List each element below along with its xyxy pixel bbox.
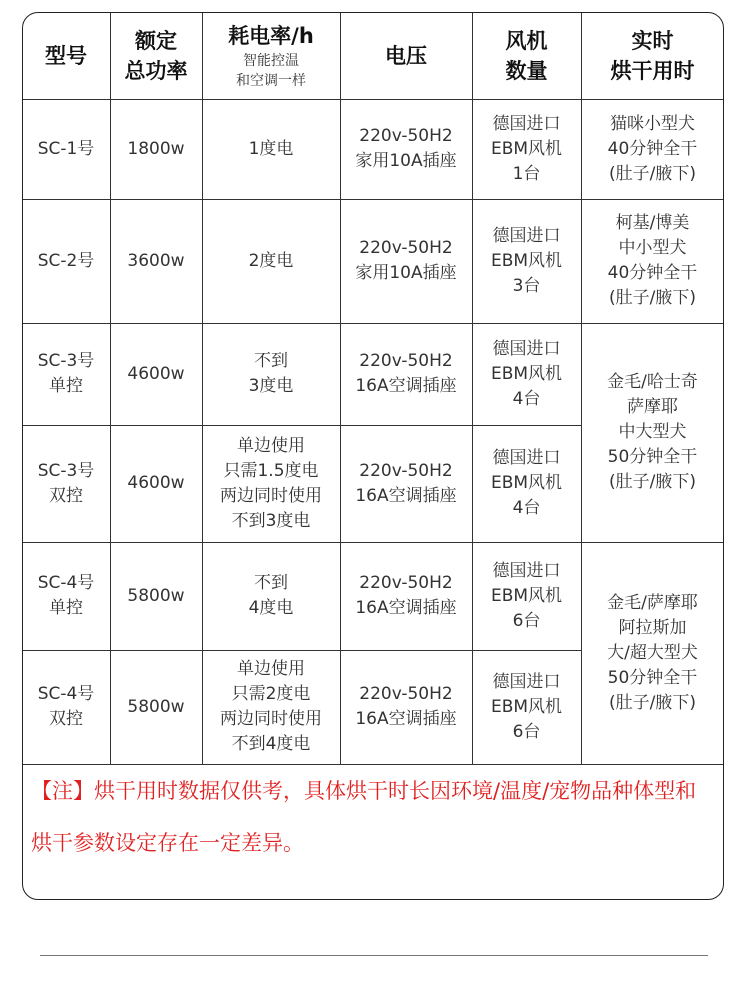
- model-cell: SC-3号 双控: [22, 425, 110, 542]
- fan-cell: 德国进口 EBM风机 3台: [472, 199, 581, 323]
- header-row: [22, 12, 724, 99]
- table-row: [22, 99, 724, 199]
- voltage-cell: 220v-50H2 16A空调插座: [340, 425, 472, 542]
- voltage-cell: 220v-50H2 16A空调插座: [340, 650, 472, 764]
- voltage-cell: 220v-50H2 家用10A插座: [340, 99, 472, 199]
- spec-table-frame: [22, 12, 724, 900]
- drying-time-note: 【注】烘干用时数据仅供考，具体烘干时长因环境/温度/宠物品种体型和烘干参数设定存在一定差异。: [31, 779, 697, 855]
- power-cell: 5800w: [110, 650, 202, 764]
- consumption-cell: 不到 3度电: [202, 323, 340, 425]
- model-cell: SC-4号 单控: [22, 542, 110, 650]
- header-fan: 风机 数量: [472, 12, 581, 99]
- consumption-cell: 单边使用 只需2度电 两边同时使用 不到4度电: [202, 650, 340, 764]
- table-row: [22, 542, 724, 650]
- spec-table: [22, 12, 724, 765]
- drytime-cell: 柯基/博美 中小型犬 40分钟全干 (肚子/腋下): [581, 199, 724, 323]
- fan-cell: 德国进口 EBM风机 6台: [472, 650, 581, 764]
- power-cell: 4600w: [110, 425, 202, 542]
- fan-cell: 德国进口 EBM风机 6台: [472, 542, 581, 650]
- voltage-cell: 220v-50H2 16A空调插座: [340, 542, 472, 650]
- voltage-cell: 220v-50H2 家用10A插座: [340, 199, 472, 323]
- header-model: 型号: [22, 12, 110, 99]
- header-consumption: 耗电率/h 智能控温 和空调一样: [202, 12, 340, 99]
- header-power: 额定 总功率: [110, 12, 202, 99]
- consumption-cell: 单边使用 只需1.5度电 两边同时使用 不到3度电: [202, 425, 340, 542]
- voltage-cell: 220v-50H2 16A空调插座: [340, 323, 472, 425]
- consumption-cell: 不到 4度电: [202, 542, 340, 650]
- header-voltage: 电压: [340, 12, 472, 99]
- power-cell: 1800w: [110, 99, 202, 199]
- model-cell: SC-3号 单控: [22, 323, 110, 425]
- header-drytime: 实时 烘干用时: [581, 12, 724, 99]
- table-row: [22, 199, 724, 323]
- bottom-divider: [40, 955, 708, 956]
- consumption-cell: 2度电: [202, 199, 340, 323]
- power-cell: 4600w: [110, 323, 202, 425]
- model-cell: SC-2号: [22, 199, 110, 323]
- drytime-cell: 金毛/哈士奇 萨摩耶 中大型犬 50分钟全干 (肚子/腋下): [581, 323, 724, 542]
- power-cell: 3600w: [110, 199, 202, 323]
- model-cell: SC-4号 双控: [22, 650, 110, 764]
- drytime-cell: 猫咪小型犬 40分钟全干 (肚子/腋下): [581, 99, 724, 199]
- fan-cell: 德国进口 EBM风机 4台: [472, 425, 581, 542]
- model-cell: SC-1号: [22, 99, 110, 199]
- fan-cell: 德国进口 EBM风机 1台: [472, 99, 581, 199]
- drytime-cell: 金毛/萨摩耶 阿拉斯加 大/超大型犬 50分钟全干 (肚子/腋下): [581, 542, 724, 764]
- consumption-cell: 1度电: [202, 99, 340, 199]
- fan-cell: 德国进口 EBM风机 4台: [472, 323, 581, 425]
- table-row: [22, 323, 724, 425]
- power-cell: 5800w: [110, 542, 202, 650]
